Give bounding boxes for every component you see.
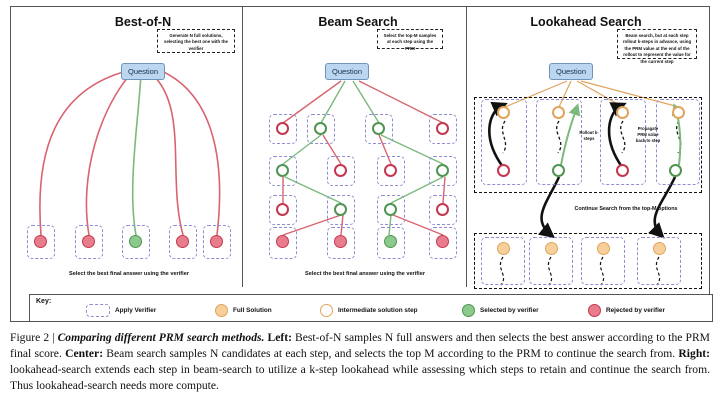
selected-dot-icon [462,304,475,317]
legend-box [29,294,713,322]
panel-title-beam-search: Beam Search [318,15,398,29]
footer-beam-search: Select the best final answer using the verifier [305,271,425,277]
node-intermediate [672,106,685,119]
node-rejected [436,235,449,248]
node-intermediate-rejected [276,122,289,135]
callout-lookahead-search: Beam search, but at each step rollout k-steps in advance, using the PRM value at the end of the rollout to represent the value for the current step [617,29,697,59]
node-intermediate-selected [372,122,385,135]
question-lookahead-search: Question [549,63,593,80]
panel-title-lookahead-search: Lookahead Search [530,15,642,29]
panel-divider-1 [242,7,243,287]
panel-title-best-of-n: Best-of-N [114,15,172,29]
node-intermediate-rejected [276,203,289,216]
node-rejected [176,235,189,248]
callout-beam-search: Select the top-M samples at each step using the PRM [377,29,443,49]
legend-item-apply-verifier [86,304,156,317]
node-rejected [82,235,95,248]
node-intermediate-selected [314,122,327,135]
footer-lookahead-search: Continue Search from the top-M options [574,206,678,212]
node-rejected [276,235,289,248]
node-full-solution [653,242,666,255]
legend-item-selected [462,304,539,317]
node-full-solution [545,242,558,255]
node-rejected [34,235,47,248]
legend-item-full-solution [215,304,272,317]
caption-right-label: Right: [678,346,710,360]
legend-label: Full Solution [233,307,272,314]
caption-center-text: Beam search samples N candidates at each step, and selects the top M according to the PRM to continue the search from. [103,346,679,360]
caption-left-text: Best-of-N samples N full answers and then selects the best answer according to the PRM final score. [10,331,710,360]
question-beam-search: Question [325,63,369,80]
node-intermediate [552,106,565,119]
node-intermediate-rejected [616,164,629,177]
node-full-solution [597,242,610,255]
node-intermediate-rejected [436,203,449,216]
footer-best-of-n: Select the best final answer using the verifier [69,271,189,277]
rejected-dot-icon [588,304,601,317]
node-full-solution [497,242,510,255]
dashed-box-icon [86,304,110,317]
figure-caption: Figure 2 | Comparing different PRM search methods. Left: Best-of-N samples N full answers and then selects the best answer according to the PRM final score. Center: Beam search samples N candidates at each step, and selects the top M according to the PRM to continue the search from. Right: lookahead-search extends each step in beam-search to utilize a k-step lookahead while assessing which steps to retain and continue the search from. Thus lookahead-search needs more compute. [10,331,710,392]
legend-label: Selected by verifier [480,307,539,314]
node-rejected [210,235,223,248]
node-rejected [334,235,347,248]
node-intermediate-selected [436,164,449,177]
legend-item-rejected [588,304,665,317]
node-intermediate [497,106,510,119]
legend-label: Apply Verifier [115,307,157,314]
legend-label: Intermediate solution step [338,307,418,314]
node-intermediate-rejected [334,164,347,177]
node-intermediate-selected [334,203,347,216]
legend-item-intermediate-step [320,304,418,317]
caption-center-label: Center: [65,346,104,360]
node-intermediate-selected [669,164,682,177]
panel-divider-2 [466,7,467,287]
legend-label: Rejected by verifier [606,307,665,314]
node-intermediate-selected [552,164,565,177]
annotation-rollout: Rollout k-steps [579,130,599,142]
node-intermediate-selected [384,203,397,216]
figure-diagram-box [10,6,710,322]
caption-title: Comparing different PRM search methods. [57,331,265,344]
caption-right-text: lookahead-search extends each step in beam-search to utilize a k-step lookahead while assessing which steps to retain and continue the search from. Thus lookahead-search needs more compute. [10,362,710,392]
callout-best-of-n: Generate N full solutions, selecting the best one with the verifier [157,29,235,53]
intermediate-step-dot-icon [320,304,333,317]
node-selected [384,235,397,248]
node-selected [129,235,142,248]
node-intermediate [616,106,629,119]
node-intermediate-rejected [384,164,397,177]
node-intermediate-selected [276,164,289,177]
node-intermediate-rejected [497,164,510,177]
question-best-of-n: Question [121,63,165,80]
node-intermediate-rejected [436,122,449,135]
caption-left-label: Left: [267,331,292,344]
full-solution-dot-icon [215,304,228,317]
figure-label: Figure 2 [10,331,50,344]
annotation-propagate: Propagate PRM value back to step [635,126,661,144]
legend-title: Key: [36,298,52,305]
